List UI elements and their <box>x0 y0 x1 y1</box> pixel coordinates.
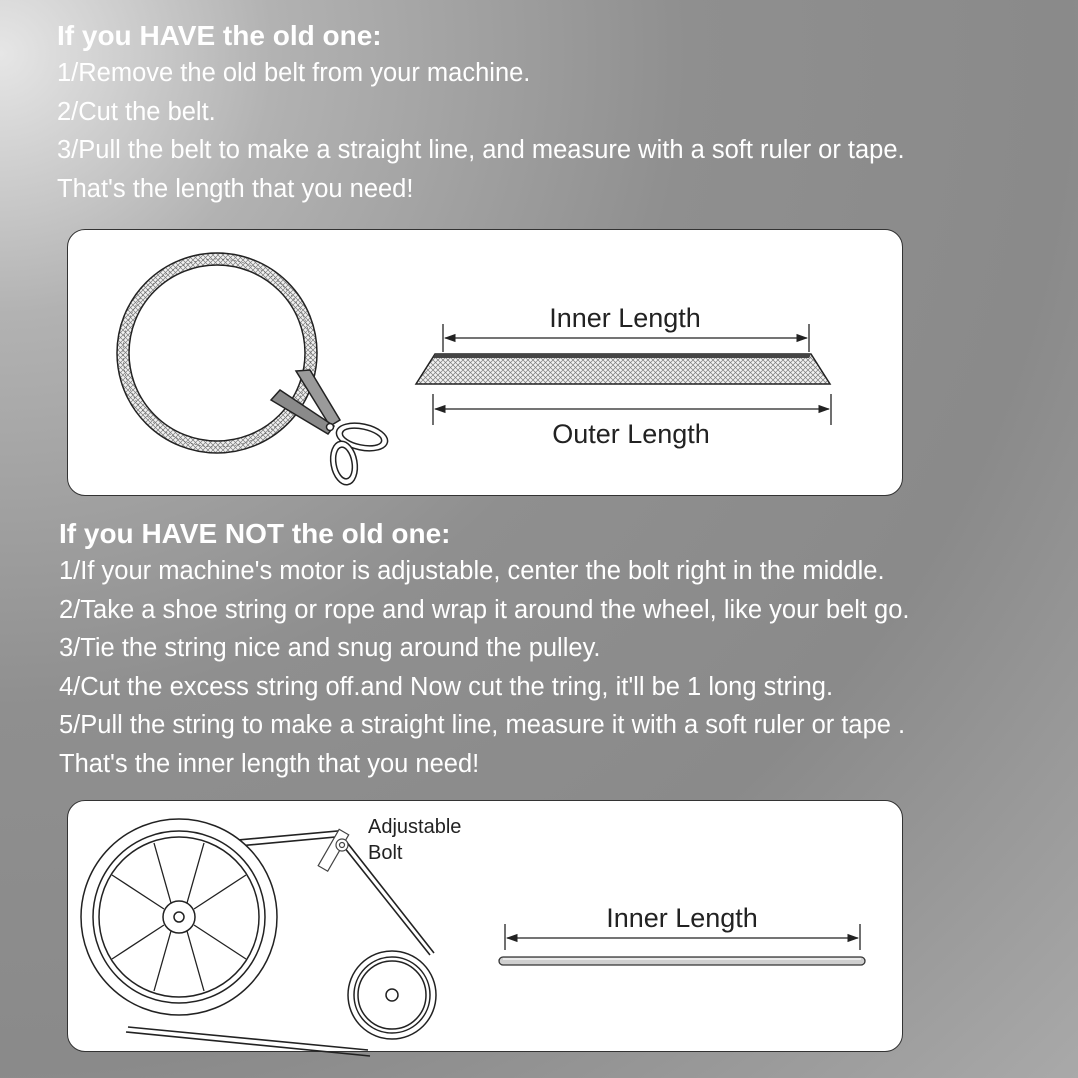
flat-belt-strip <box>416 354 830 384</box>
straight-string <box>499 957 865 965</box>
string-inner-length-label: Inner Length <box>606 903 758 933</box>
step-measure-string: 5/Pull the string to make a straight line, measure it with a soft ruler or tape . <box>59 711 906 739</box>
step-tie-string: 3/Tie the string nice and snug around the pulley. <box>59 634 601 662</box>
pulley-diagram <box>68 801 904 1053</box>
step-measure-belt: 3/Pull the belt to make a straight line, and measure with a soft ruler or tape. <box>57 136 905 164</box>
outer-length-label: Outer Length <box>552 419 710 449</box>
outer-length-dimension <box>433 394 831 449</box>
adjustable-bolt-icon <box>318 829 349 871</box>
adjustable-bolt-label-line2: Bolt <box>368 842 403 864</box>
cut-belt-diagram-panel <box>67 229 903 496</box>
step-remove-belt: 1/Remove the old belt from your machine. <box>57 59 531 87</box>
large-wheel-icon <box>81 819 277 1015</box>
inner-length-label: Inner Length <box>549 303 701 333</box>
belt-ring-illustration <box>117 253 317 453</box>
no-old-belt-section <box>59 516 910 783</box>
have-old-belt-heading: If you HAVE the old one: <box>57 20 382 51</box>
pulley-diagram-panel <box>67 800 903 1052</box>
no-old-belt-heading: If you HAVE NOT the old one: <box>59 518 451 549</box>
inner-length-dimension <box>443 303 809 352</box>
step-center-bolt: 1/If your machine's motor is adjustable, center the bolt right in the middle. <box>59 557 885 585</box>
cut-belt-diagram <box>68 230 904 497</box>
have-old-belt-section <box>57 18 905 208</box>
step-length-note: That's the length that you need! <box>57 174 414 203</box>
adjustable-bolt-label-line1: Adjustable <box>368 816 462 838</box>
step-inner-length-note: That's the inner length that you need! <box>59 749 480 778</box>
step-cut-belt: 2/Cut the belt. <box>57 97 216 126</box>
step-cut-string: 4/Cut the excess string off.and Now cut the tring, it'll be 1 long string. <box>59 672 834 701</box>
step-wrap-string: 2/Take a shoe string or rope and wrap it around the wheel, like your belt go. <box>59 595 910 624</box>
motor-pulley-icon <box>348 951 436 1039</box>
string-inner-length-dimension <box>505 903 860 950</box>
